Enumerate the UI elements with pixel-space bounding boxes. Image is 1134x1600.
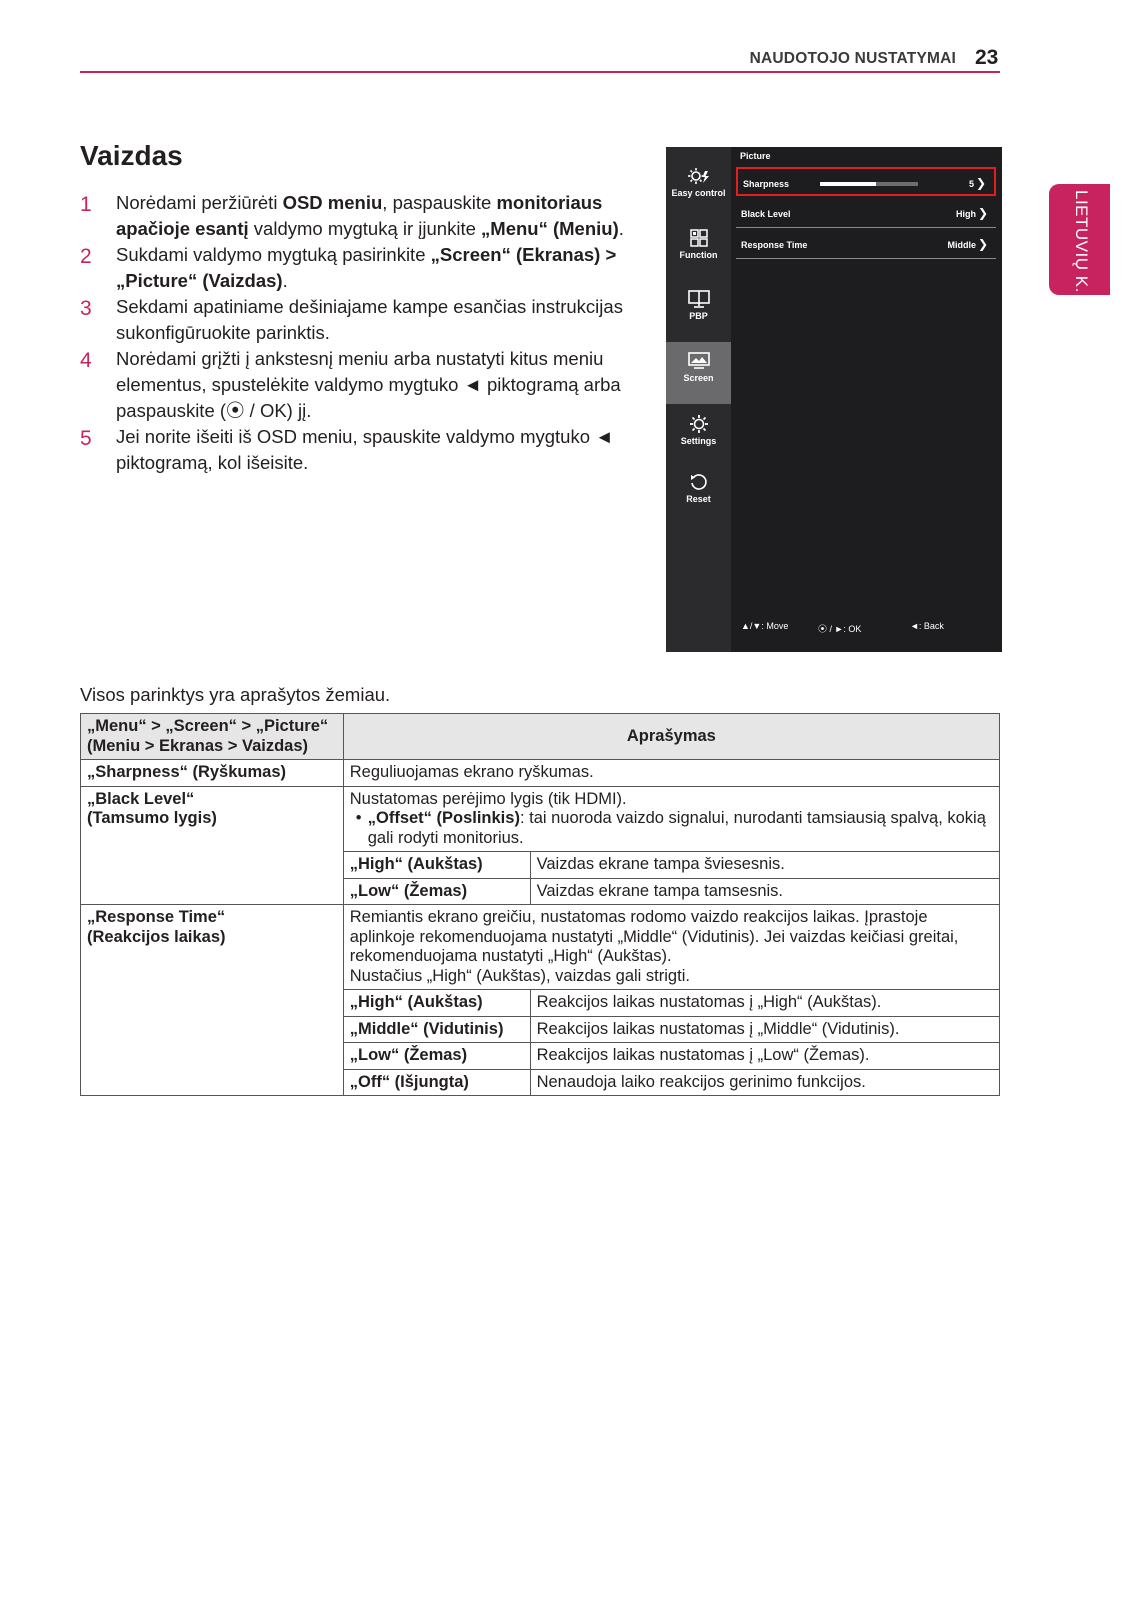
step-number: 5 xyxy=(80,427,92,450)
setting-description xyxy=(343,786,999,852)
step-number: 3 xyxy=(80,297,92,320)
settings-table xyxy=(80,713,1000,1096)
reset-icon xyxy=(688,473,710,491)
option-name: „High“ (Aukštas) xyxy=(343,852,530,879)
osd-menu-screenshot xyxy=(666,147,1002,652)
step-2 xyxy=(80,242,650,294)
step-text: Jei norite išeiti iš OSD meniu, spauskite valdymo mygtuko ◄ piktogramą, kol išeisite. xyxy=(116,426,614,473)
step-text: Sekdami apatiniame dešiniajame kampe esančias instrukcijas sukonfigūruokite parinktis. xyxy=(116,296,623,343)
step-text: Norėdami peržiūrėti xyxy=(116,192,283,213)
table-header-row xyxy=(81,714,1000,760)
osd-hint-ok: ⦿ / ►: OK xyxy=(818,624,862,634)
settings-icon xyxy=(688,415,710,433)
option-description: Reakcijos laikas nustatomas į „Low“ (Žemas). xyxy=(530,1043,999,1070)
osd-row-black-level[interactable] xyxy=(736,199,996,228)
description-text: Nustatomas perėjimo lygis (tik HDMI). xyxy=(349,789,627,808)
osd-row-label: Response Time xyxy=(741,240,808,250)
step-text: valdymo mygtuką ir įjunkite xyxy=(248,218,482,239)
osd-row-value: High xyxy=(956,209,976,219)
page-title: Vaizdas xyxy=(80,140,183,171)
option-name: „High“ (Aukštas) xyxy=(343,990,530,1017)
osd-row-label: Sharpness xyxy=(743,179,790,189)
header-menu-path xyxy=(81,714,344,760)
chevron-right-icon: ❯ xyxy=(977,237,988,251)
option-name: „Middle“ (Vidutinis) xyxy=(343,1016,530,1043)
running-header: NAUDOTOJO NUSTATYMAI xyxy=(749,50,956,67)
osd-item-screen[interactable] xyxy=(666,342,731,404)
osd-item-label: PBP xyxy=(689,311,708,321)
osd-item-label: Screen xyxy=(683,373,714,383)
page-number: 23 xyxy=(975,46,999,69)
step-number: 4 xyxy=(80,349,92,372)
setting-name-line: „Black Level“ xyxy=(87,789,195,808)
option-name: „Off“ (Išjungta) xyxy=(343,1069,530,1096)
step-text: Sukdami valdymo mygtuką pasirinkite xyxy=(116,244,431,265)
sharpness-slider[interactable] xyxy=(820,182,918,186)
osd-item-label: Easy control xyxy=(671,188,726,198)
sharpness-slider-fill xyxy=(820,182,876,186)
osd-row-label: Black Level xyxy=(741,209,791,219)
header-description: Aprašymas xyxy=(343,714,999,760)
step-number: 1 xyxy=(80,193,92,216)
function-icon xyxy=(688,229,710,247)
language-tab xyxy=(1049,184,1110,295)
step-list xyxy=(80,190,650,476)
step-bold: „Screen“ (Ekranas) > „Picture“ (Vaizdas) xyxy=(116,244,617,291)
step-4 xyxy=(80,346,650,424)
osd-hint-back: ◄: Back xyxy=(910,621,944,631)
setting-name-line: „Response Time“ xyxy=(87,908,226,926)
osd-item-reset[interactable] xyxy=(666,473,731,504)
step-bold: „Menu“ (Meniu) xyxy=(481,218,619,239)
step-3 xyxy=(80,294,650,346)
osd-item-label: Reset xyxy=(686,494,711,504)
chevron-right-icon: ❯ xyxy=(975,176,986,190)
osd-row-value: Middle xyxy=(947,240,976,250)
setting-name: „Sharpness“ (Ryškumas) xyxy=(81,760,344,787)
pbp-icon xyxy=(688,290,710,308)
step-1 xyxy=(80,190,650,242)
osd-item-label: Settings xyxy=(680,436,717,446)
header-line: „Menu“ > „Screen“ > „Picture“ xyxy=(87,717,329,735)
chevron-right-icon: ❯ xyxy=(977,206,988,220)
screen-icon xyxy=(688,352,710,370)
header-divider xyxy=(80,71,1000,73)
osd-item-easy-control[interactable] xyxy=(666,167,731,198)
option-description: Nenaudoja laiko reakcijos gerinimo funkcijos. xyxy=(530,1069,999,1096)
option-description: Vaizdas ekrane tampa tamsesnis. xyxy=(530,878,999,905)
description-text: Nustačius „High“ (Aukštas), vaizdas gali strigti. xyxy=(349,966,690,985)
setting-name xyxy=(81,786,344,905)
osd-row-sharpness[interactable] xyxy=(736,167,996,196)
bullet-term: „Offset“ (Poslinkis) xyxy=(367,809,520,827)
osd-item-settings[interactable] xyxy=(666,415,731,446)
setting-name xyxy=(81,905,344,1096)
step-text: . xyxy=(618,218,624,239)
language-tab-label: LIETUVIŲ K. xyxy=(1072,190,1091,293)
step-text: . xyxy=(282,270,288,291)
setting-name-line: (Reakcijos laikas) xyxy=(87,927,226,946)
bullet-item xyxy=(350,809,993,848)
osd-heading: Picture xyxy=(740,151,771,161)
table-row-sharpness xyxy=(81,760,1000,787)
header-line: (Meniu > Ekranas > Vaizdas) xyxy=(87,736,309,755)
table-intro: Visos parinktys yra aprašytos žemiau. xyxy=(80,684,391,705)
table-row-response-time xyxy=(81,905,1000,990)
easy-control-icon xyxy=(688,167,710,185)
step-bold: monitoriaus apačioje esantį xyxy=(116,192,603,239)
option-description: Reakcijos laikas nustatomas į „High“ (Aukštas). xyxy=(530,990,999,1017)
option-description: Reakcijos laikas nustatomas į „Middle“ (Vidutinis). xyxy=(530,1016,999,1043)
osd-row-value: 5 xyxy=(968,179,974,189)
setting-name-line: (Tamsumo lygis) xyxy=(87,809,217,827)
option-name: „Low“ (Žemas) xyxy=(343,1043,530,1070)
bullet-text: : tai nuoroda vaizdo signalui, nurodanti tamsiausią spalvą, kokią gali rodyti monitorius. xyxy=(367,809,986,847)
osd-sidebar xyxy=(666,147,731,652)
step-number: 2 xyxy=(80,245,92,268)
osd-item-label: Function xyxy=(679,250,718,260)
setting-description xyxy=(343,905,999,990)
option-description: Vaizdas ekrane tampa šviesesnis. xyxy=(530,852,999,879)
osd-row-response-time[interactable] xyxy=(736,230,996,259)
table-row-black-level xyxy=(81,786,1000,852)
step-text: , paspauskite xyxy=(382,192,497,213)
step-bold: OSD meniu xyxy=(282,192,383,213)
option-name: „Low“ (Žemas) xyxy=(343,878,530,905)
osd-item-pbp[interactable] xyxy=(666,290,731,321)
osd-content-panel xyxy=(736,147,998,652)
osd-hint-move: ▲/▼: Move xyxy=(741,621,789,631)
step-5 xyxy=(80,424,650,476)
step-text: Norėdami grįžti į ankstesnį meniu arba nustatyti kitus meniu elementus, spustelėkite valdymo mygtuko ◄ piktogramą arba paspauskite (⦿ / OK) jį. xyxy=(116,348,621,421)
description-text: Remiantis ekrano greičiu, nustatomas rodomo vaizdo reakcijos laikas. Įprastoje aplinkoje rekomenduojama nustatyti „Middle“ (Vidutinis). Jei vaizdas keičiasi greitai, rekomenduojama nustatyti „High“ (Aukštas). xyxy=(349,908,959,965)
osd-item-function[interactable] xyxy=(666,229,731,260)
setting-description: Reguliuojamas ekrano ryškumas. xyxy=(343,760,999,787)
